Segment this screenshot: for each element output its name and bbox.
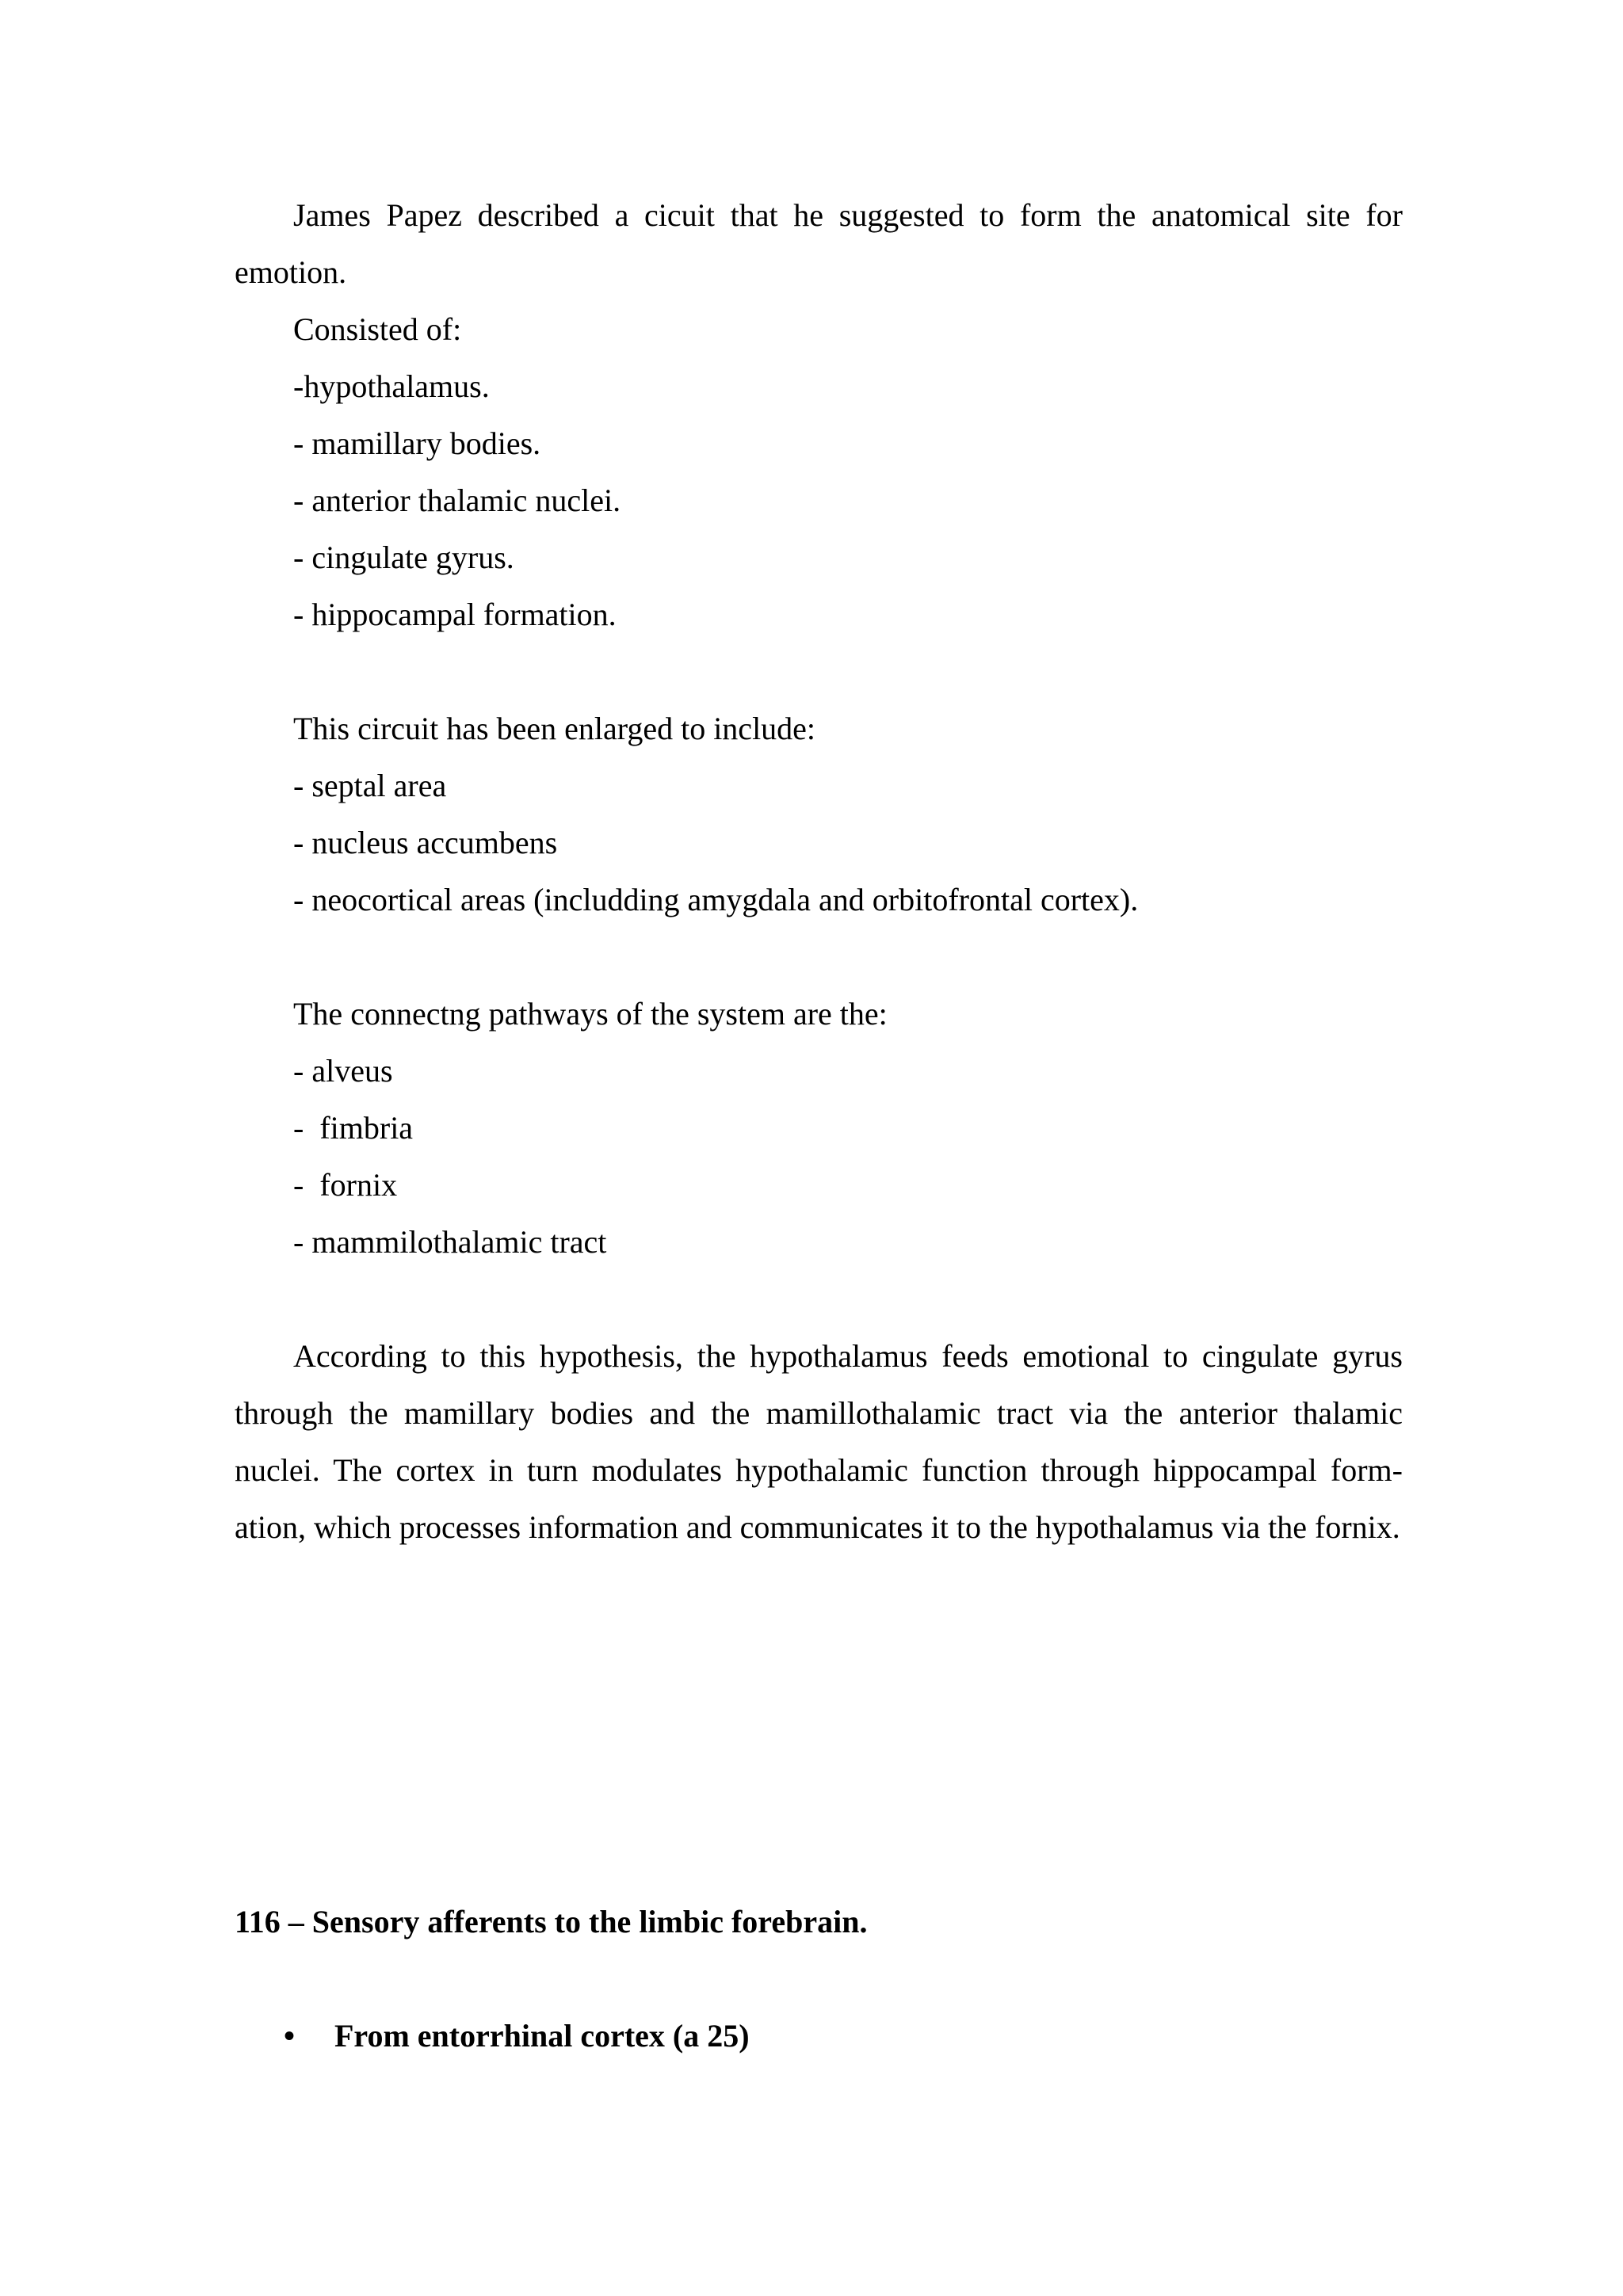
consisted-item: - anterior thalamic nuclei. — [293, 482, 621, 518]
spacer — [235, 643, 1403, 700]
spacer — [235, 929, 1403, 986]
enlarged-item: - septal area — [293, 768, 447, 803]
pathway-item: - fimbria — [293, 1110, 414, 1146]
section-heading: 116 – Sensory afferents to the limbic forebrain. — [235, 1904, 868, 1939]
consisted-item: - hippocampal formation. — [293, 597, 617, 632]
bullet-text: From entorrhinal cortex (a 25) — [334, 2018, 750, 2054]
consisted-item: - cingulate gyrus. — [293, 540, 514, 575]
pathways-intro: The connectng pathways of the system are the: — [293, 996, 888, 1032]
bullet-icon: • — [284, 2018, 296, 2054]
enlarged-intro: This circuit has been enlarged to include: — [293, 711, 816, 746]
consisted-of-label: Consisted of: — [293, 311, 462, 347]
enlarged-item: - neocortical areas (includding amygdala and orbitofrontal cortex). — [293, 882, 1139, 917]
consisted-item: -hypothalamus. — [293, 368, 490, 404]
enlarged-item: - nucleus accumbens — [293, 825, 558, 860]
bullet-list-item — [235, 2008, 750, 2065]
pathway-item: - mammilothalamic tract — [293, 1224, 607, 1260]
spacer — [235, 1271, 1403, 1328]
pathway-item: - alveus — [293, 1053, 393, 1089]
hypothesis-paragraph: According to this hypothesis, the hypothalamus feeds emotional to cingulate gyrus through the mamillary bodies and the mamillothalamic tract via the anterior thalamic nuclei. The cortex in turn modulates hypothalamic function through hippocampal form-ation, which processes information and communicates it to the hypothalamus via the fornix. — [235, 1338, 1403, 1545]
consisted-item: - mamillary bodies. — [293, 425, 541, 461]
papez-intro-paragraph: James Papez described a cicuit that he suggested to form the anatomical site for emotion. — [235, 197, 1403, 290]
main-text-block — [235, 187, 1403, 1556]
pathway-item: - fornix — [293, 1167, 398, 1203]
